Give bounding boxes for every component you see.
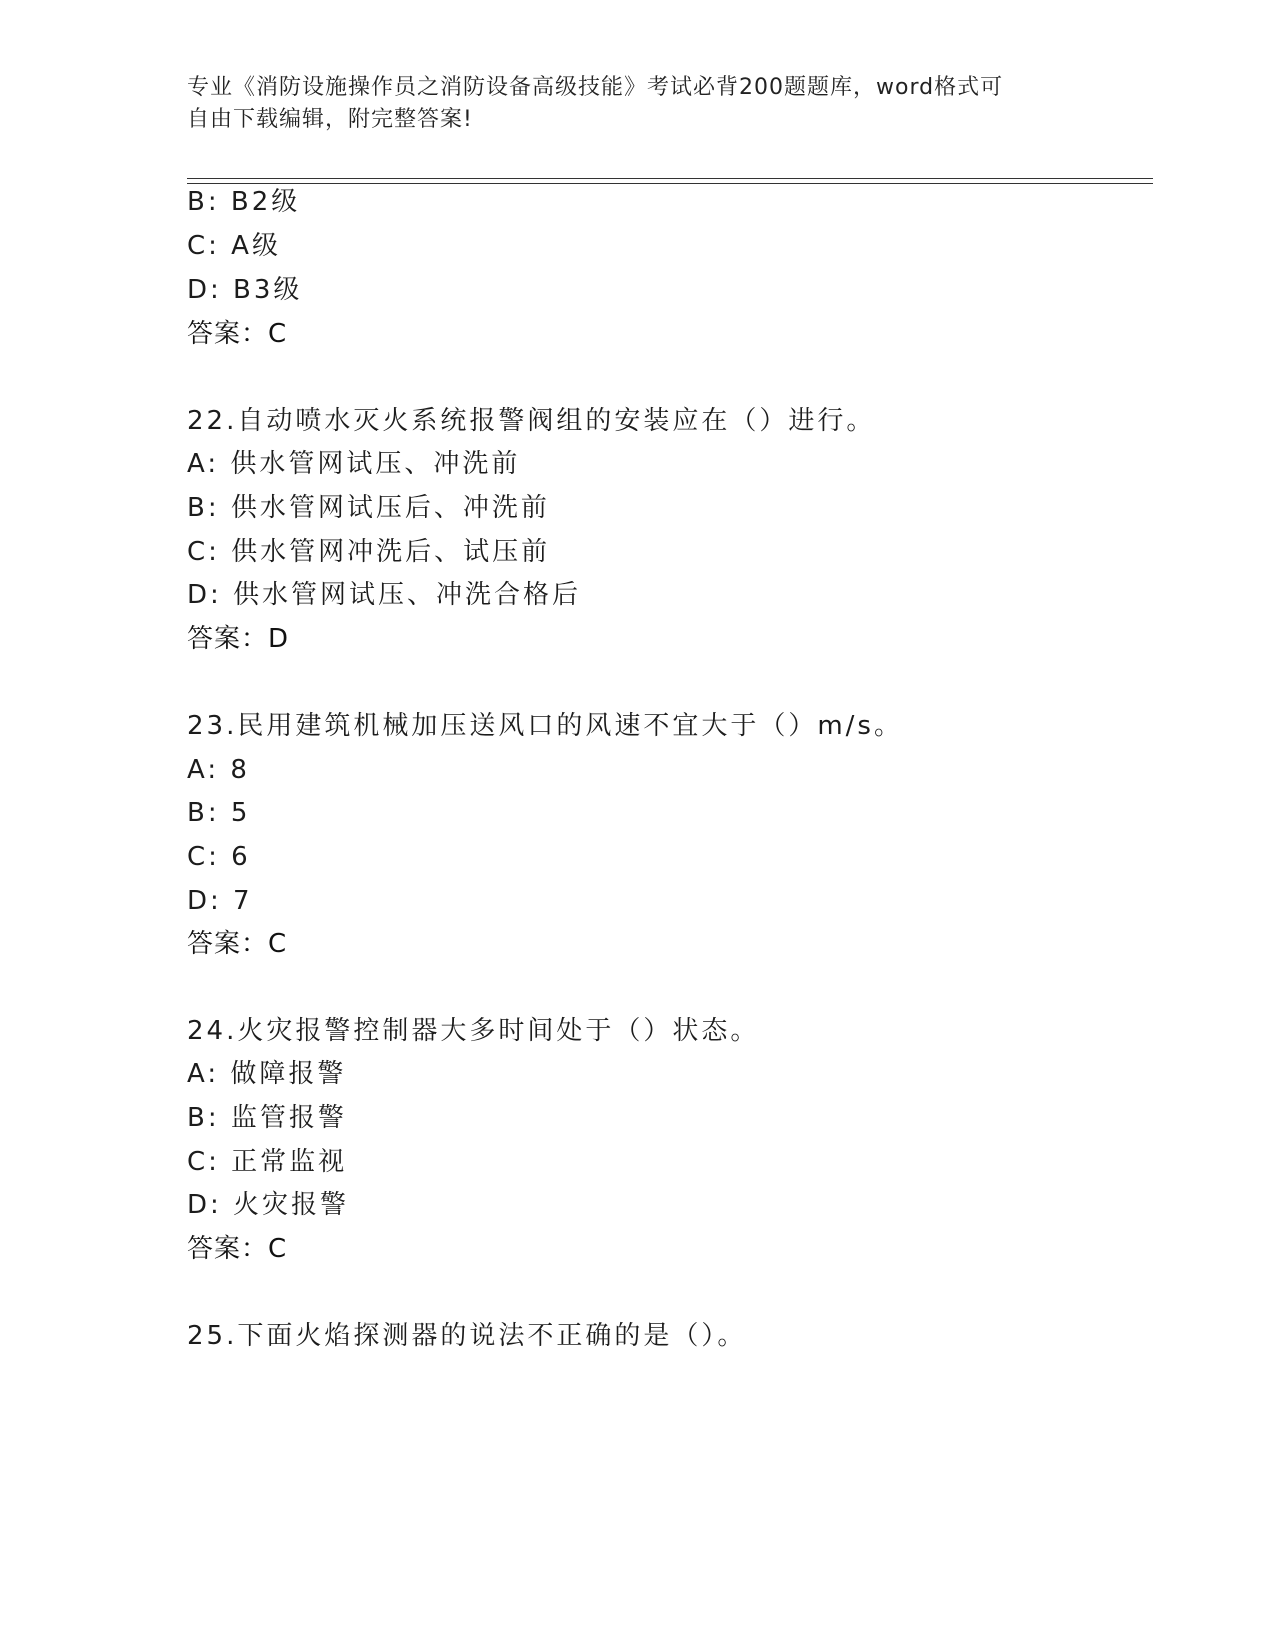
q22-option-b: B: 供水管网试压后、冲洗前 <box>187 493 550 523</box>
q23-option-a: A: 8 <box>187 755 250 785</box>
q24-option-a: A: 做障报警 <box>187 1059 347 1089</box>
q24-option-b: B: 监管报警 <box>187 1103 347 1133</box>
q21-option-d: D: B3级 <box>187 275 303 305</box>
header-line-2: 自由下载编辑，附完整答案! <box>187 107 473 132</box>
q23-option-d: D: 7 <box>187 886 253 916</box>
q21-answer: 答案：C <box>187 319 288 349</box>
q22-option-a: A: 供水管网试压、冲洗前 <box>187 449 521 479</box>
q24-option-c: C: 正常监视 <box>187 1147 348 1177</box>
q23-option-c: C: 6 <box>187 842 251 872</box>
q21-option-c: C: A级 <box>187 231 281 261</box>
q25-stem: 25.下面火焰探测器的说法不正确的是（）。 <box>187 1321 747 1351</box>
header-line-1: 专业《消防设施操作员之消防设备高级技能》考试必背200题题库，word格式可 <box>187 75 1004 100</box>
q24-option-d: D: 火灾报警 <box>187 1190 350 1220</box>
page-header <box>187 72 1067 136</box>
q24-stem: 24.火灾报警控制器大多时间处于（）状态。 <box>187 1016 760 1046</box>
q23-answer: 答案：C <box>187 929 288 959</box>
q23-stem: 23.民用建筑机械加压送风口的风速不宜大于（）m/s。 <box>187 711 903 741</box>
q23-option-b: B: 5 <box>187 798 251 828</box>
q22-answer: 答案：D <box>187 624 290 654</box>
q22-stem: 22.自动喷水灭火系统报警阀组的安装应在（）进行。 <box>187 406 876 436</box>
header-divider <box>187 178 1153 184</box>
q24-answer: 答案：C <box>187 1234 288 1264</box>
q22-option-d: D: 供水管网试压、冲洗合格后 <box>187 580 582 610</box>
q22-option-c: C: 供水管网冲洗后、试压前 <box>187 537 551 567</box>
q21-option-b: B: B2级 <box>187 187 301 217</box>
